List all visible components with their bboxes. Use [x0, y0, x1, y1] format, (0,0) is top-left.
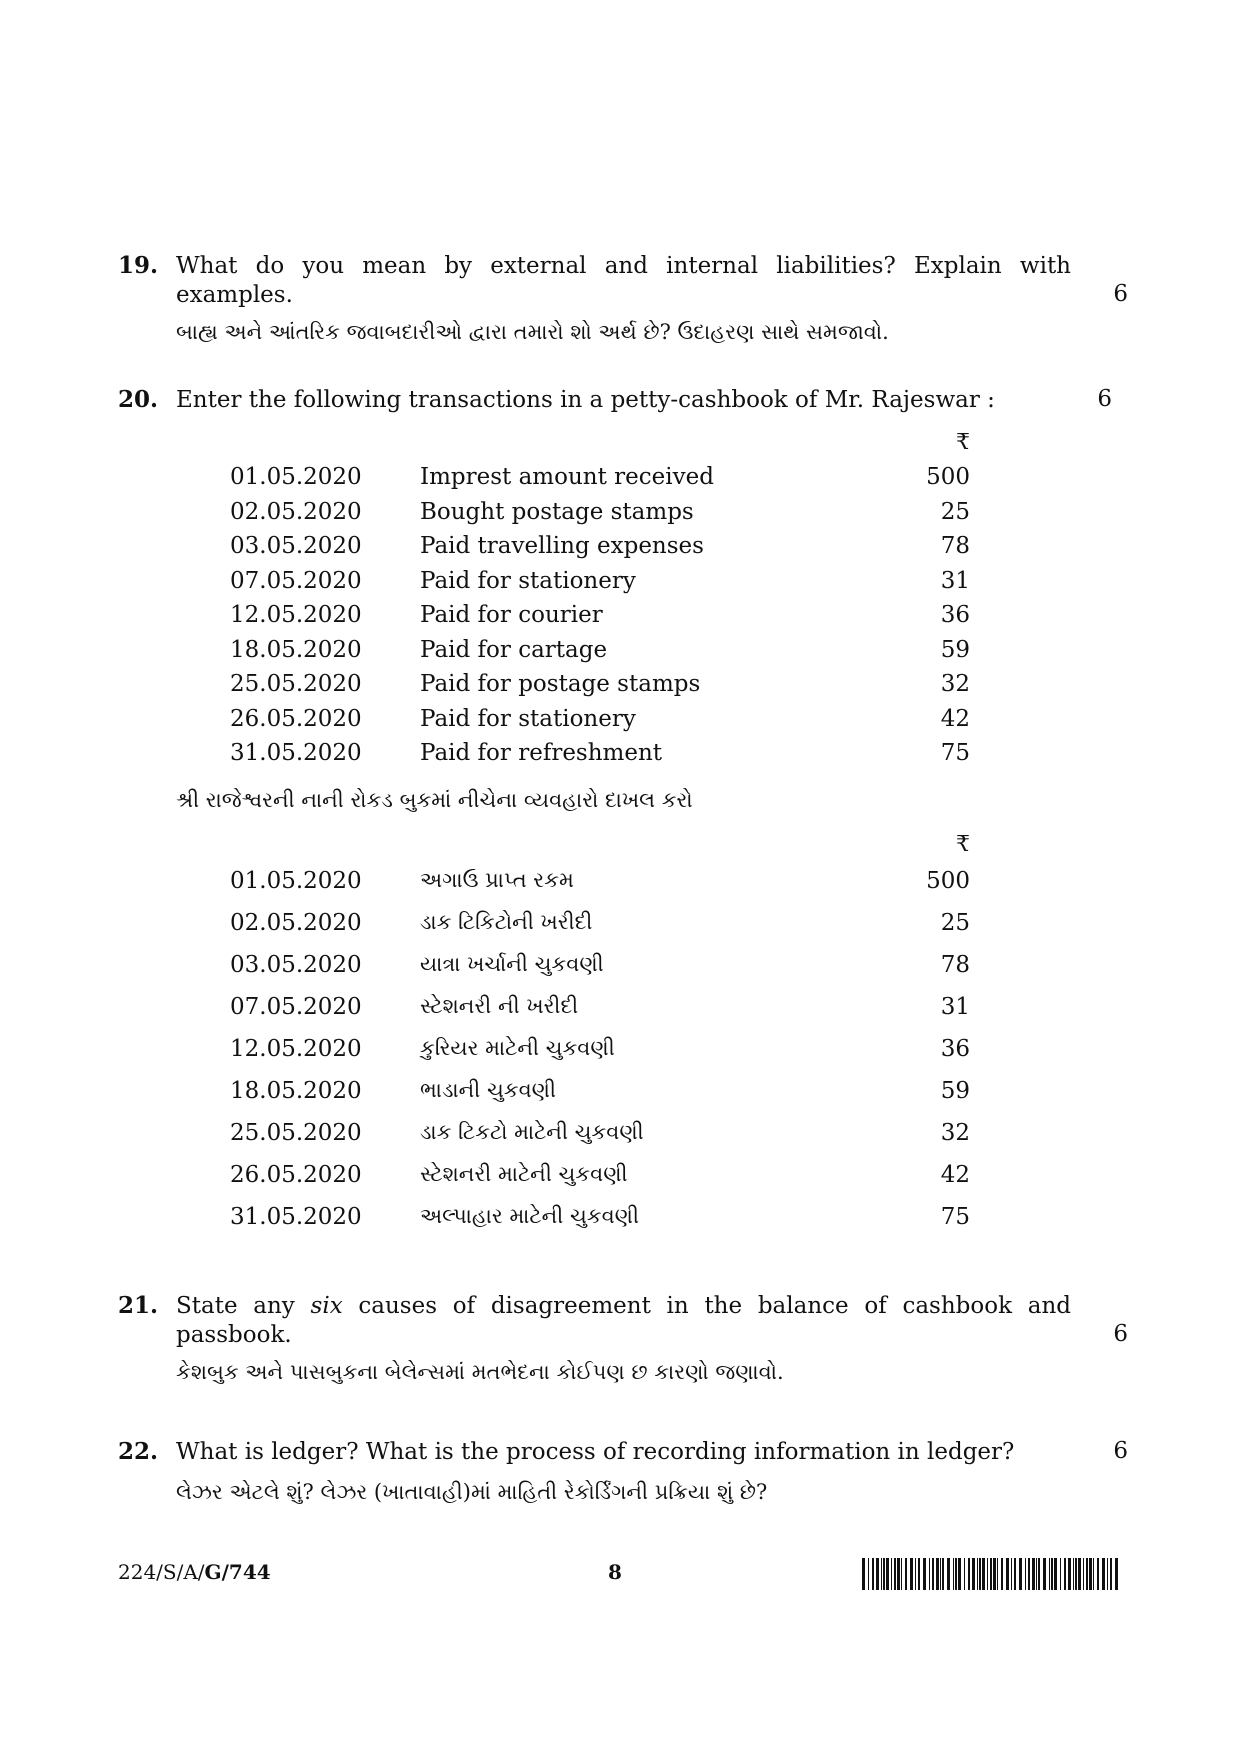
barcode-bar [1032, 1558, 1035, 1590]
transaction-date: 03.05.2020 [230, 533, 362, 559]
transaction-date: 18.05.2020 [230, 1078, 362, 1104]
transaction-description: Bought postage stamps [420, 498, 694, 525]
transaction-row [230, 671, 970, 701]
transaction-date: 25.05.2020 [230, 671, 362, 697]
barcode-bar [1110, 1558, 1112, 1590]
marks: 6 [1113, 1438, 1128, 1464]
barcode-bar [968, 1558, 970, 1590]
paper-code-bold: G/744 [204, 1560, 271, 1584]
barcode-bar [929, 1558, 930, 1590]
transaction-date: 26.05.2020 [230, 705, 362, 732]
transaction-description: Paid for postage stamps [420, 671, 701, 697]
text-part: causes of disagreement in the balance of cashbook and passbook. [176, 1293, 1071, 1348]
transaction-amount: 25 [940, 498, 970, 525]
paper-code-prefix: 224/S/A/ [118, 1560, 205, 1584]
transaction-date: 01.05.2020 [230, 464, 362, 490]
barcode-bar [886, 1558, 889, 1590]
transaction-date: 01.05.2020 [230, 868, 362, 894]
transaction-row [230, 1078, 970, 1108]
transaction-description: ડાક ટિકટો માટેની ચુકવણી [420, 1120, 644, 1144]
transaction-amount: 31 [940, 567, 970, 594]
transaction-row [230, 740, 970, 770]
rupee-symbol: ₹ [956, 832, 970, 857]
barcode-bar [958, 1558, 961, 1590]
transaction-row [230, 1204, 970, 1234]
barcode-bar [862, 1558, 865, 1590]
barcode-bar [918, 1558, 920, 1590]
question-text-gujarati: કેશબુક અને પાસબુકના બેલેન્સમાં મતભેદના કોઈપણ છ કારણો જણાવો. [176, 1360, 784, 1384]
barcode-bar [955, 1558, 957, 1590]
question-text-gujarati: લેઝર એટલે શું? લેઝર (ખાતાવાહી)માં માહિતી રેકોર્ડિંગની પ્રક્રિયા શું છે? [176, 1480, 768, 1504]
marks: 6 [1097, 386, 1112, 412]
barcode-bar [1060, 1558, 1061, 1590]
transaction-amount: 500 [926, 464, 970, 490]
question-text: What do you mean by external and internal liabilities? Explain with examples. [176, 253, 1071, 308]
barcode-bar [1006, 1558, 1009, 1590]
transaction-row [230, 910, 970, 940]
transaction-row [230, 1120, 970, 1150]
barcode-bar [1073, 1558, 1074, 1590]
barcode-bar [881, 1558, 882, 1590]
transaction-amount: 36 [940, 602, 970, 628]
transaction-row [230, 499, 970, 529]
question-text: What is ledger? What is the process of recording information in ledger? [176, 1439, 1015, 1465]
barcode-bar [1089, 1558, 1092, 1590]
transaction-amount: 32 [940, 671, 970, 697]
barcode-bar [1097, 1558, 1099, 1590]
transaction-amount: 59 [940, 636, 970, 663]
barcode-bar [997, 1558, 998, 1590]
transaction-date: 12.05.2020 [230, 1036, 362, 1062]
barcode-bar [953, 1558, 954, 1590]
barcode-bar [915, 1558, 916, 1590]
barcode-bar [932, 1558, 934, 1590]
barcode-bar [990, 1558, 992, 1590]
barcode-bar [1086, 1558, 1088, 1590]
transaction-description: સ્ટેશનરી ની ખરીદી [420, 994, 579, 1018]
barcode-bar [905, 1558, 907, 1590]
transaction-amount: 42 [940, 1162, 970, 1188]
transaction-amount: 78 [940, 952, 970, 978]
barcode-bar [942, 1558, 944, 1590]
transaction-description: અલ્પાહાર માટેની ચુકવણી [420, 1204, 640, 1228]
question-number: 21. [118, 1292, 159, 1319]
text-part: State any [176, 1293, 311, 1319]
barcode-bar [1051, 1558, 1053, 1590]
barcode-bar [1043, 1558, 1046, 1590]
barcode-bar [977, 1558, 978, 1590]
barcode-bar [947, 1558, 950, 1590]
question-text: Enter the following transactions in a petty-cashbook of Mr. Rajeswar : [176, 387, 995, 413]
barcode-bar [891, 1558, 892, 1590]
barcode-bar [1054, 1558, 1057, 1590]
barcode [862, 1558, 1124, 1590]
transaction-description: Paid for stationery [420, 705, 636, 732]
transaction-row [230, 994, 970, 1024]
transaction-row [230, 568, 970, 598]
barcode-bar [1068, 1558, 1071, 1590]
barcode-bar [897, 1558, 900, 1590]
transaction-row [230, 1036, 970, 1066]
barcode-bar [979, 1558, 981, 1590]
transaction-amount: 500 [926, 868, 970, 894]
transaction-row [230, 706, 970, 736]
barcode-bar [910, 1558, 913, 1590]
transaction-description: Imprest amount received [420, 464, 714, 490]
transaction-amount: 32 [940, 1120, 970, 1146]
transaction-date: 07.05.2020 [230, 567, 362, 594]
transaction-description: Paid for stationery [420, 567, 636, 594]
transaction-date: 31.05.2020 [230, 1204, 362, 1230]
barcode-bar [982, 1558, 985, 1590]
barcode-bar [1036, 1558, 1037, 1590]
transaction-description: Paid for refreshment [420, 740, 663, 766]
transaction-amount: 25 [940, 910, 970, 936]
barcode-bar [1078, 1558, 1081, 1590]
transaction-row [230, 464, 970, 494]
barcode-bar [1093, 1558, 1094, 1590]
transaction-amount: 31 [940, 994, 970, 1020]
barcode-bar [1083, 1558, 1084, 1590]
transaction-amount: 78 [940, 533, 970, 559]
question-number: 19. [118, 252, 159, 279]
transaction-description: ભાડાની ચુકવણી [420, 1078, 556, 1102]
transaction-description: Paid for cartage [420, 636, 608, 663]
transaction-description: યાત્રા ખર્ચાની ચુકવણી [420, 952, 604, 976]
transaction-amount: 59 [940, 1078, 970, 1104]
barcode-bar [1075, 1558, 1077, 1590]
transaction-date: 31.05.2020 [230, 740, 362, 766]
barcode-bar [883, 1558, 885, 1590]
barcode-bar [1011, 1558, 1012, 1590]
rupee-symbol: ₹ [956, 430, 970, 455]
transaction-date: 02.05.2020 [230, 498, 362, 525]
barcode-bar [1115, 1558, 1118, 1590]
marks: 6 [1113, 281, 1128, 307]
transaction-amount: 42 [940, 705, 970, 732]
transaction-amount: 75 [940, 740, 970, 766]
question-20-gujarati-intro: શ્રી રાજેશ્વરની નાની રોકડ બુકમાં નીચેના વ્યવહારો દાખલ કરો [176, 788, 693, 812]
transaction-date: 03.05.2020 [230, 952, 362, 978]
transaction-description: સ્ટેશનરી માટેની ચુકવણી [420, 1162, 628, 1186]
barcode-bar [1025, 1558, 1026, 1590]
transaction-description: ડાક ટિકિટોની ખરીદી [420, 910, 593, 934]
transaction-row [230, 602, 970, 632]
barcode-bar [894, 1558, 896, 1590]
barcode-bar [1001, 1558, 1003, 1590]
transaction-description: અગાઉ પ્રાપ્ત રકમ [420, 868, 574, 892]
transaction-row [230, 952, 970, 982]
barcode-bar [940, 1558, 941, 1590]
transaction-description: Paid travelling expenses [420, 533, 704, 559]
transaction-description: Paid for courier [420, 602, 603, 628]
transaction-date: 26.05.2020 [230, 1162, 362, 1188]
transaction-row [230, 637, 970, 667]
transaction-amount: 75 [940, 1204, 970, 1230]
barcode-bar [868, 1558, 869, 1590]
marks: 6 [1113, 1321, 1128, 1347]
barcode-bar [1038, 1558, 1040, 1590]
barcode-bar [923, 1558, 926, 1590]
question-text-gujarati: બાહ્ય અને આંતરિક જવાબદારીઓ દ્વારા તમારો શો અર્થ છે? ઉદાહરણ સાથે સમજાવો. [176, 320, 889, 344]
transaction-date: 07.05.2020 [230, 994, 362, 1020]
barcode-bar [1107, 1558, 1108, 1590]
page-number: 8 [608, 1560, 622, 1584]
barcode-bar [972, 1558, 975, 1590]
paper-code [118, 1560, 271, 1584]
barcode-bar [936, 1558, 939, 1590]
barcode-bar [993, 1558, 996, 1590]
question-text [176, 1292, 1071, 1350]
barcode-bar [987, 1558, 988, 1590]
barcode-bar [1028, 1558, 1030, 1590]
transaction-date: 12.05.2020 [230, 602, 362, 628]
transaction-date: 25.05.2020 [230, 1120, 362, 1146]
transaction-row [230, 533, 970, 563]
transaction-row [230, 868, 970, 898]
barcode-bar [1064, 1558, 1066, 1590]
transaction-amount: 36 [940, 1036, 970, 1062]
transaction-row [230, 1162, 970, 1192]
barcode-bar [1102, 1558, 1105, 1590]
barcode-bar [901, 1558, 902, 1590]
barcode-bar [872, 1558, 874, 1590]
text-emphasis: six [310, 1293, 343, 1319]
barcode-bar [1014, 1558, 1016, 1590]
transaction-description: કુરિયર માટેની ચુકવણી [420, 1036, 615, 1060]
barcode-bar [964, 1558, 965, 1590]
barcode-bar [1049, 1558, 1050, 1590]
barcode-bar [1019, 1558, 1022, 1590]
transaction-date: 18.05.2020 [230, 636, 362, 663]
question-number: 20. [118, 386, 159, 413]
question-number: 22. [118, 1438, 159, 1465]
transaction-date: 02.05.2020 [230, 910, 362, 936]
barcode-bar [876, 1558, 879, 1590]
